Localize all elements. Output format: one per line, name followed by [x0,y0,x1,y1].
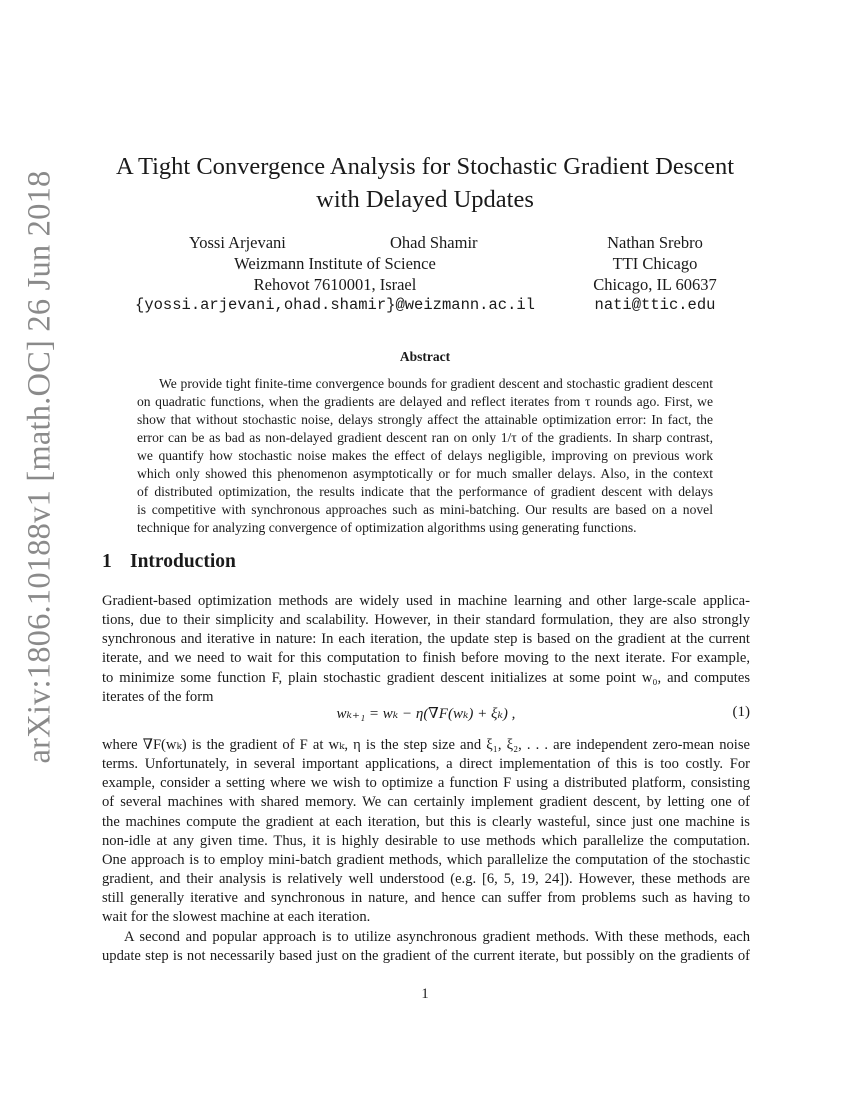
body-line: wait for the slowest machine at each iteration. [102,909,371,926]
body-line: iterate, and we need to wait for this computation to finish before moving to the next iterate. For example, [102,650,750,667]
intro-paragraph-1 [102,592,750,707]
author-institution-ttic: TTI Chicago [612,254,698,273]
abstract-line: show that without stochastic noise, delays strongly affect the attainable optimization error: In fact, the [137,412,713,428]
author-name-arjevani: Yossi Arjevani [189,233,286,252]
body-line: non-idle at any given time. Thus, it is highly desirable to use methods which parallelize the computation. [102,832,750,849]
body-line: still generally iterative and synchronous in nature, and hence can suffer from problems such as having to [102,890,750,907]
author-address-ttic: Chicago, IL 60637 [593,275,717,294]
abstract-line: of distributed optimization, the results indicate that the performance of gradient descent with delays [137,484,713,500]
abstract-body [137,375,713,537]
body-line: One approach is to employ mini-batch gradient methods, which parallelize the computation of the stochastic [102,851,750,868]
abstract-line: technique for analyzing convergence of optimization algorithms using generating functions. [137,520,637,536]
abstract-heading: Abstract [399,349,451,364]
author-institution-weizmann: Weizmann Institute of Science [234,254,436,273]
abstract-line: We provide tight finite-time convergence bounds for gradient descent and stochastic gradient descent [159,376,713,391]
body-line: where ∇F(wₖ) is the gradient of F at wₖ, η is the step size and ξ₁, ξ₂, . . . are independent zero-mean noise [102,737,750,753]
section-heading-introduction [102,551,236,573]
paper-title [60,150,790,216]
body-line: to minimize some function F, plain stochastic gradient descent initializes at some point w₀, and computes [102,669,750,686]
body-line: synchronous and iterative in nature: In each iteration, the update step is based on the gradient at the current [102,631,750,648]
intro-paragraph-2 [102,736,750,928]
body-line: Gradient-based optimization methods are widely used in machine learning and other large-scale applica- [102,593,750,609]
author-email-weizmann: {yossi.arjevani,ohad.shamir}@weizmann.ac.il [135,296,535,314]
body-line: the machines compute the gradient at each iteration, but this is clearly wasteful, since just one machine is [102,813,750,830]
body-line: update step is not necessarily based just on the gradient of the current iterate, but possibly on the gradients of [102,948,750,965]
body-line: tions, due to their simplicity and scalability. However, in their standard formulation, they are also strongly [102,612,750,629]
arxiv-stamp-text: arXiv:1806.10188v1 [math.OC] 26 Jun 2018 [21,170,58,764]
body-line: A second and popular approach is to utilize asynchronous gradient methods. With these methods, each [124,929,750,945]
page-number: 1 [421,986,429,1002]
author-name-srebro: Nathan Srebro [607,233,703,252]
body-line: gradient, and their analysis is relatively well understood (e.g. [6, 5, 19, 24]). However, these methods are [102,871,750,888]
equation-expression: wₖ₊₁ = wₖ − η(∇F(wₖ) + ξₖ) , [336,706,516,722]
body-line: iterates of the form [102,688,214,705]
abstract-line: error can be as bad as non-delayed gradient descent ran on only 1/τ of the gradients. In sharp contrast, [137,430,713,446]
intro-paragraph-3 [102,928,750,966]
body-line: terms. Unfortunately, in several important applications, a direct implementation of this is too costly. For [102,756,750,773]
author-name-shamir: Ohad Shamir [390,233,478,252]
section-number: 1 [102,551,112,572]
equation-1 [102,704,750,726]
author-address-weizmann: Rehovot 7610001, Israel [253,275,417,294]
abstract-line: on quadratic functions, when the gradients are delayed and reflect iterates from τ rounds ago. First, we [137,394,713,410]
arxiv-stamp [18,170,62,764]
title-line-1: A Tight Convergence Analysis for Stochastic Gradient Descent [115,153,735,180]
equation-number: (1) [732,704,750,720]
author-block-ttic [580,232,730,316]
body-line: of several machines with shared memory. We can certainly implement gradient descent, by letting one of [102,794,750,811]
author-block-weizmann [110,232,560,316]
abstract-line: is competitive with synchronous approaches such as mini-batching. Our results are based on a novel [137,502,713,518]
abstract-line: which only showed this phenomenon asymptotically or for much smaller delays. Also, in the context [137,466,713,482]
author-email-ttic: nati@ttic.edu [594,296,716,314]
body-line: example, consider a setting where we wish to optimize a function F using a distributed platform, consisting [102,775,750,792]
abstract-line: we quantify how stochastic noise makes the effect of delays negligible, improving on previous work [137,448,713,464]
section-title: Introduction [130,551,236,572]
title-line-2: with Delayed Updates [316,186,534,213]
